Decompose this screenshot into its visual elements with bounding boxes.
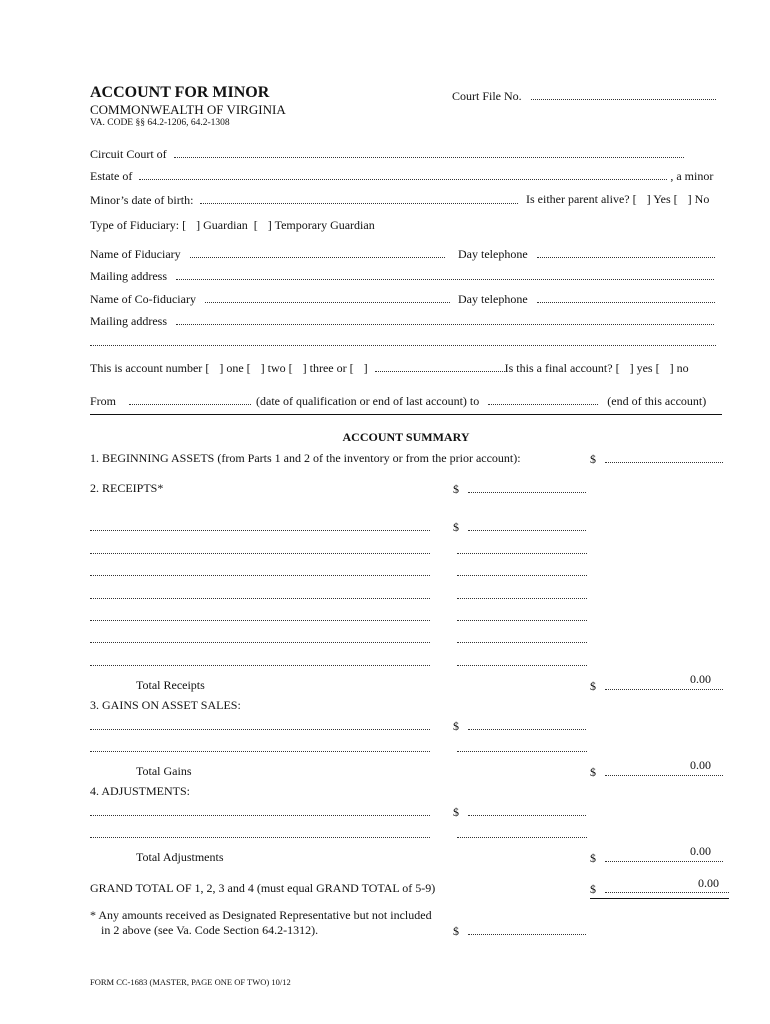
total-adjustments-label: Total Adjustments bbox=[136, 850, 224, 864]
guardian-label: Guardian bbox=[203, 218, 248, 232]
final-no-checkbox[interactable]: [ ] bbox=[655, 361, 674, 375]
to-date-field[interactable] bbox=[488, 393, 598, 405]
receipt-line-3[interactable] bbox=[90, 566, 430, 576]
receipt-amount-field-1[interactable] bbox=[468, 519, 586, 531]
receipts-amount bbox=[453, 481, 586, 497]
receipts-amount-field[interactable] bbox=[468, 481, 586, 493]
parent-no-label: No bbox=[694, 192, 710, 206]
cofiduciary-name-row bbox=[90, 291, 450, 307]
form-id: FORM CC-1683 (MASTER, PAGE ONE OF TWO) 10/12 bbox=[90, 977, 291, 987]
final-yes-checkbox[interactable]: [ ] bbox=[615, 361, 634, 375]
receipt-amount-field-6[interactable] bbox=[457, 633, 587, 643]
fiduciary-type-row bbox=[90, 218, 375, 233]
total-gains-value: 0.00 bbox=[690, 758, 711, 772]
estate-label: Estate of bbox=[90, 169, 133, 183]
total-adjustments-value: 0.00 bbox=[690, 844, 711, 858]
parent-yes-label: Yes bbox=[653, 192, 671, 206]
state-name: COMMONWEALTH OF VIRGINIA bbox=[90, 102, 286, 117]
fiduciary-phone-label: Day telephone bbox=[458, 247, 528, 261]
gains-label: 3. GAINS ON ASSET SALES: bbox=[90, 698, 241, 712]
dollar-sign: $ bbox=[590, 882, 596, 896]
parent-alive-label: Is either parent alive? bbox=[526, 192, 630, 206]
court-file-label: Court File No. bbox=[452, 89, 522, 103]
estate-field[interactable] bbox=[139, 168, 667, 180]
adjustments-line-2[interactable] bbox=[90, 828, 430, 838]
circuit-court-field[interactable] bbox=[174, 146, 684, 158]
dollar-sign: $ bbox=[590, 765, 596, 779]
cofiduciary-address-field[interactable] bbox=[176, 313, 714, 325]
account-two-label: two bbox=[267, 361, 286, 375]
a-minor-label: , a minor bbox=[670, 169, 714, 183]
circuit-court-row bbox=[90, 146, 684, 162]
adjustments-line-1[interactable] bbox=[90, 806, 430, 816]
dob-field[interactable] bbox=[200, 192, 518, 204]
footnote-amount-field[interactable] bbox=[468, 923, 586, 935]
account-one-checkbox[interactable]: [ ] bbox=[205, 361, 224, 375]
account-other-checkbox[interactable]: [ ] bbox=[349, 361, 368, 375]
fiduciary-type-label: Type of Fiduciary: bbox=[90, 218, 180, 232]
receipt-amount-field-5[interactable] bbox=[457, 611, 587, 621]
final-yes-label: yes bbox=[636, 361, 653, 375]
form-title: ACCOUNT FOR MINOR bbox=[90, 84, 270, 101]
gains-line-1[interactable] bbox=[90, 720, 430, 730]
adjustments-amount-field-2[interactable] bbox=[457, 828, 587, 838]
adjustments-label: 4. ADJUSTMENTS: bbox=[90, 784, 191, 798]
fiduciary-name-row bbox=[90, 246, 445, 262]
account-two-checkbox[interactable]: [ ] bbox=[246, 361, 265, 375]
account-one-label: one bbox=[226, 361, 244, 375]
final-no-label: no bbox=[676, 361, 689, 375]
parent-no-checkbox[interactable]: [ ] bbox=[673, 192, 692, 206]
grand-total-value: 0.00 bbox=[698, 876, 719, 890]
circuit-court-label: Circuit Court of bbox=[90, 147, 167, 161]
receipt-line-6[interactable] bbox=[90, 633, 430, 643]
footnote-line-1: * Any amounts received as Designated Representative but not included bbox=[90, 908, 432, 922]
receipt-line-4[interactable] bbox=[90, 589, 430, 599]
receipt-line-1[interactable] bbox=[90, 521, 430, 531]
account-three-label: three or bbox=[309, 361, 347, 375]
cofiduciary-phone-label: Day telephone bbox=[458, 292, 528, 306]
cofiduciary-phone-field[interactable] bbox=[537, 291, 715, 303]
dollar-sign: $ bbox=[453, 805, 459, 819]
dollar-sign: $ bbox=[453, 719, 459, 733]
gains-amount-field-2[interactable] bbox=[457, 742, 587, 752]
footnote-amount bbox=[453, 923, 586, 939]
receipt-amount-field-3[interactable] bbox=[457, 566, 587, 576]
beginning-assets-label: 1. BEGINNING ASSETS (from Parts 1 and 2 of the inventory or from the prior account): bbox=[90, 451, 521, 465]
gains-line-2[interactable] bbox=[90, 742, 430, 752]
receipt-amount-field-2[interactable] bbox=[457, 544, 587, 554]
beginning-assets-amount bbox=[590, 451, 723, 467]
end-note: (end of this account) bbox=[607, 394, 707, 408]
adjustments-amount-field-1[interactable] bbox=[468, 804, 586, 816]
beginning-assets-field[interactable] bbox=[605, 451, 723, 463]
total-receipts-label: Total Receipts bbox=[136, 678, 205, 692]
court-file-field[interactable] bbox=[531, 88, 716, 100]
parent-alive-row bbox=[526, 192, 709, 207]
account-other-field[interactable] bbox=[375, 360, 505, 372]
adjustments-amount-row-1 bbox=[453, 804, 586, 820]
dollar-sign: $ bbox=[453, 482, 459, 496]
from-note: (date of qualification or end of last account) to bbox=[256, 394, 480, 408]
summary-heading: ACCOUNT SUMMARY bbox=[342, 430, 470, 444]
cofiduciary-address-label: Mailing address bbox=[90, 314, 167, 328]
total-receipts-value: 0.00 bbox=[690, 672, 711, 686]
dollar-sign: $ bbox=[590, 452, 596, 466]
receipt-amount-field-7[interactable] bbox=[457, 656, 587, 666]
account-three-checkbox[interactable]: [ ] bbox=[288, 361, 307, 375]
fiduciary-phone-row bbox=[458, 246, 715, 262]
from-date-field[interactable] bbox=[129, 393, 251, 405]
total-gains-label: Total Gains bbox=[136, 764, 192, 778]
receipts-label: 2. RECEIPTS* bbox=[90, 481, 164, 495]
guardian-checkbox[interactable]: [ ] bbox=[182, 218, 201, 232]
account-number-label: This is account number bbox=[90, 361, 203, 375]
cofiduciary-phone-row bbox=[458, 291, 715, 307]
dob-row bbox=[90, 192, 518, 208]
court-file-row bbox=[452, 88, 716, 104]
parent-yes-checkbox[interactable]: [ ] bbox=[632, 192, 651, 206]
from-label: From bbox=[90, 394, 117, 408]
dollar-sign: $ bbox=[453, 520, 459, 534]
dob-label: Minor’s date of birth: bbox=[90, 193, 194, 207]
cofiduciary-address-line2[interactable] bbox=[90, 336, 716, 346]
account-number-row bbox=[90, 360, 689, 376]
va-code: VA. CODE §§ 64.2-1206, 64.2-1308 bbox=[90, 118, 230, 128]
period-row bbox=[90, 393, 706, 409]
footnote-line-2: in 2 above (see Va. Code Section 64.2-1312). bbox=[101, 923, 319, 937]
temp-guardian-checkbox[interactable]: [ ] bbox=[253, 218, 272, 232]
cofiduciary-name-label: Name of Co-fiduciary bbox=[90, 292, 196, 306]
fiduciary-address-field[interactable] bbox=[176, 268, 714, 280]
receipt-line-7[interactable] bbox=[90, 656, 430, 666]
estate-row bbox=[90, 168, 713, 184]
section-divider bbox=[90, 414, 722, 415]
receipt-line-2[interactable] bbox=[90, 544, 430, 554]
dollar-sign: $ bbox=[590, 679, 596, 693]
cofiduciary-name-field[interactable] bbox=[205, 291, 450, 303]
temp-guardian-label: Temporary Guardian bbox=[274, 218, 375, 232]
fiduciary-address-label: Mailing address bbox=[90, 269, 167, 283]
fiduciary-phone-field[interactable] bbox=[537, 246, 715, 258]
cofiduciary-address-row bbox=[90, 313, 714, 329]
gains-amount-field-1[interactable] bbox=[468, 718, 586, 730]
gains-amount-row-1 bbox=[453, 718, 586, 734]
dollar-sign: $ bbox=[453, 924, 459, 938]
fiduciary-name-label: Name of Fiduciary bbox=[90, 247, 181, 261]
receipt-amount-row-1 bbox=[453, 519, 586, 535]
fiduciary-name-field[interactable] bbox=[190, 246, 445, 258]
fiduciary-address-row bbox=[90, 268, 714, 284]
receipt-amount-field-4[interactable] bbox=[457, 589, 587, 599]
final-account-label: Is this a final account? bbox=[504, 361, 613, 375]
dollar-sign: $ bbox=[590, 851, 596, 865]
receipt-line-5[interactable] bbox=[90, 611, 430, 621]
grand-total-label: GRAND TOTAL OF 1, 2, 3 and 4 (must equal GRAND TOTAL of 5-9) bbox=[90, 881, 436, 895]
